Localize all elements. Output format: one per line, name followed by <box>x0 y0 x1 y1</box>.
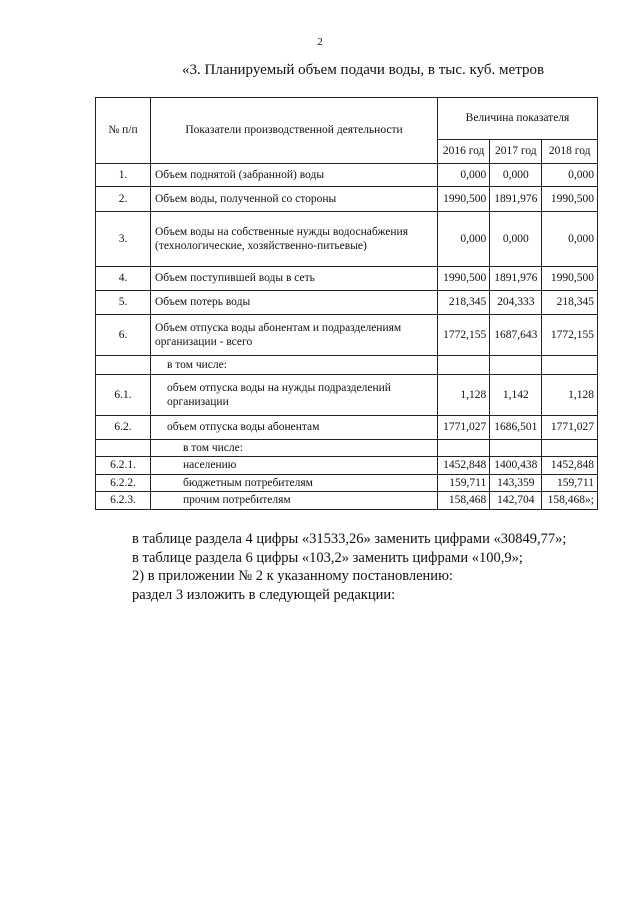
row-value-2016: 159,711 <box>438 474 490 491</box>
row-value-2018: 218,345 <box>542 291 598 315</box>
header-value-group: Величина показателя <box>438 98 598 140</box>
body-line: 2) в приложении № 2 к указанному постановлению: <box>132 568 453 584</box>
table-row <box>96 457 598 474</box>
row-value-2018: 1452,848 <box>542 457 598 474</box>
row-value-2017 <box>490 440 542 457</box>
header-indicator: Показатели производственной деятельности <box>151 98 438 164</box>
body-line: в таблице раздела 6 цифры «103,2» заменить цифрами «100,9»; <box>132 549 523 566</box>
row-value-2017 <box>490 356 542 375</box>
amendment-text <box>132 530 566 604</box>
row-value-2016: 1990,500 <box>438 267 490 291</box>
row-value-2016: 1452,848 <box>438 457 490 474</box>
row-num: 3. <box>96 212 151 267</box>
row-value-2016: 1772,155 <box>438 315 490 356</box>
table-row <box>96 164 598 187</box>
row-value-2017: 1687,643 <box>490 315 542 356</box>
row-value-2016: 1,128 <box>438 375 490 416</box>
row-label: объем отпуска воды абонентам <box>151 416 438 440</box>
row-value-2018: 1772,155 <box>542 315 598 356</box>
row-value-2016 <box>438 356 490 375</box>
row-label: населению <box>151 457 438 474</box>
row-value-2018: 159,711 <box>542 474 598 491</box>
row-value-2018: 158,468»; <box>542 492 598 509</box>
row-num: 6. <box>96 315 151 356</box>
body-line: раздел 3 изложить в следующей редакции: <box>132 586 396 603</box>
row-label: Объем воды на собственные нужды водоснабжения (технологические, хозяйственно-питьевые) <box>151 212 438 267</box>
header-year-2018: 2018 год <box>542 140 598 164</box>
row-num: 6.2.1. <box>96 457 151 474</box>
table-row <box>96 187 598 212</box>
row-value-2016: 1990,500 <box>438 187 490 212</box>
table-row <box>96 356 598 375</box>
row-value-2017: 143,359 <box>490 474 542 491</box>
row-value-2017: 0,000 <box>490 212 542 267</box>
table-row <box>96 291 598 315</box>
row-value-2016: 218,345 <box>438 291 490 315</box>
row-value-2018: 1771,027 <box>542 416 598 440</box>
row-value-2018: 0,000 <box>542 212 598 267</box>
row-value-2017: 142,704 <box>490 492 542 509</box>
header-year-2016: 2016 год <box>438 140 490 164</box>
row-value-2018 <box>542 440 598 457</box>
row-value-2018: 1990,500 <box>542 267 598 291</box>
table-row <box>96 375 598 416</box>
row-value-2018: 0,000 <box>542 164 598 187</box>
row-num: 1. <box>96 164 151 187</box>
table-row <box>96 267 598 291</box>
row-value-2018 <box>542 356 598 375</box>
row-num: 6.1. <box>96 375 151 416</box>
row-value-2017: 204,333 <box>490 291 542 315</box>
header-year-2017: 2017 год <box>490 140 542 164</box>
table-row <box>96 315 598 356</box>
row-num <box>96 440 151 457</box>
water-supply-table <box>95 97 598 510</box>
header-num: № п/п <box>96 98 151 164</box>
row-label: Объем отпуска воды абонентам и подразделениям организации - всего <box>151 315 438 356</box>
row-label: Объем поступившей воды в сеть <box>151 267 438 291</box>
row-value-2016: 0,000 <box>438 212 490 267</box>
row-value-2017: 1,142 <box>490 375 542 416</box>
row-label: Объем воды, полученной со стороны <box>151 187 438 212</box>
row-label: Объем потерь воды <box>151 291 438 315</box>
row-label: объем отпуска воды на нужды подразделений организации <box>151 375 438 416</box>
row-num <box>96 356 151 375</box>
row-num: 5. <box>96 291 151 315</box>
table-row <box>96 212 598 267</box>
row-value-2017: 0,000 <box>490 164 542 187</box>
row-value-2016: 1771,027 <box>438 416 490 440</box>
row-value-2017: 1686,501 <box>490 416 542 440</box>
row-value-2018: 1,128 <box>542 375 598 416</box>
row-value-2017: 1891,976 <box>490 187 542 212</box>
row-value-2017: 1400,438 <box>490 457 542 474</box>
row-num: 4. <box>96 267 151 291</box>
row-num: 6.2.3. <box>96 492 151 509</box>
row-label: Объем поднятой (забранной) воды <box>151 164 438 187</box>
row-label: бюджетным потребителям <box>151 474 438 491</box>
section-title: «3. Планируемый объем подачи воды, в тыс. куб. метров <box>182 62 545 78</box>
row-label: в том числе: <box>151 356 438 375</box>
row-value-2016 <box>438 440 490 457</box>
row-label: в том числе: <box>151 440 438 457</box>
body-line: в таблице раздела 4 цифры «31533,26» заменить цифрами «30849,77»; <box>132 531 567 547</box>
row-label: прочим потребителям <box>151 492 438 509</box>
page-number: 2 <box>317 36 323 48</box>
row-num: 6.2.2. <box>96 474 151 491</box>
row-value-2016: 0,000 <box>438 164 490 187</box>
row-value-2018: 1990,500 <box>542 187 598 212</box>
row-value-2016: 158,468 <box>438 492 490 509</box>
table-row <box>96 440 598 457</box>
row-value-2017: 1891,976 <box>490 267 542 291</box>
table-row <box>96 416 598 440</box>
table-row <box>96 474 598 491</box>
row-num: 2. <box>96 187 151 212</box>
row-num: 6.2. <box>96 416 151 440</box>
table-row <box>96 492 598 509</box>
